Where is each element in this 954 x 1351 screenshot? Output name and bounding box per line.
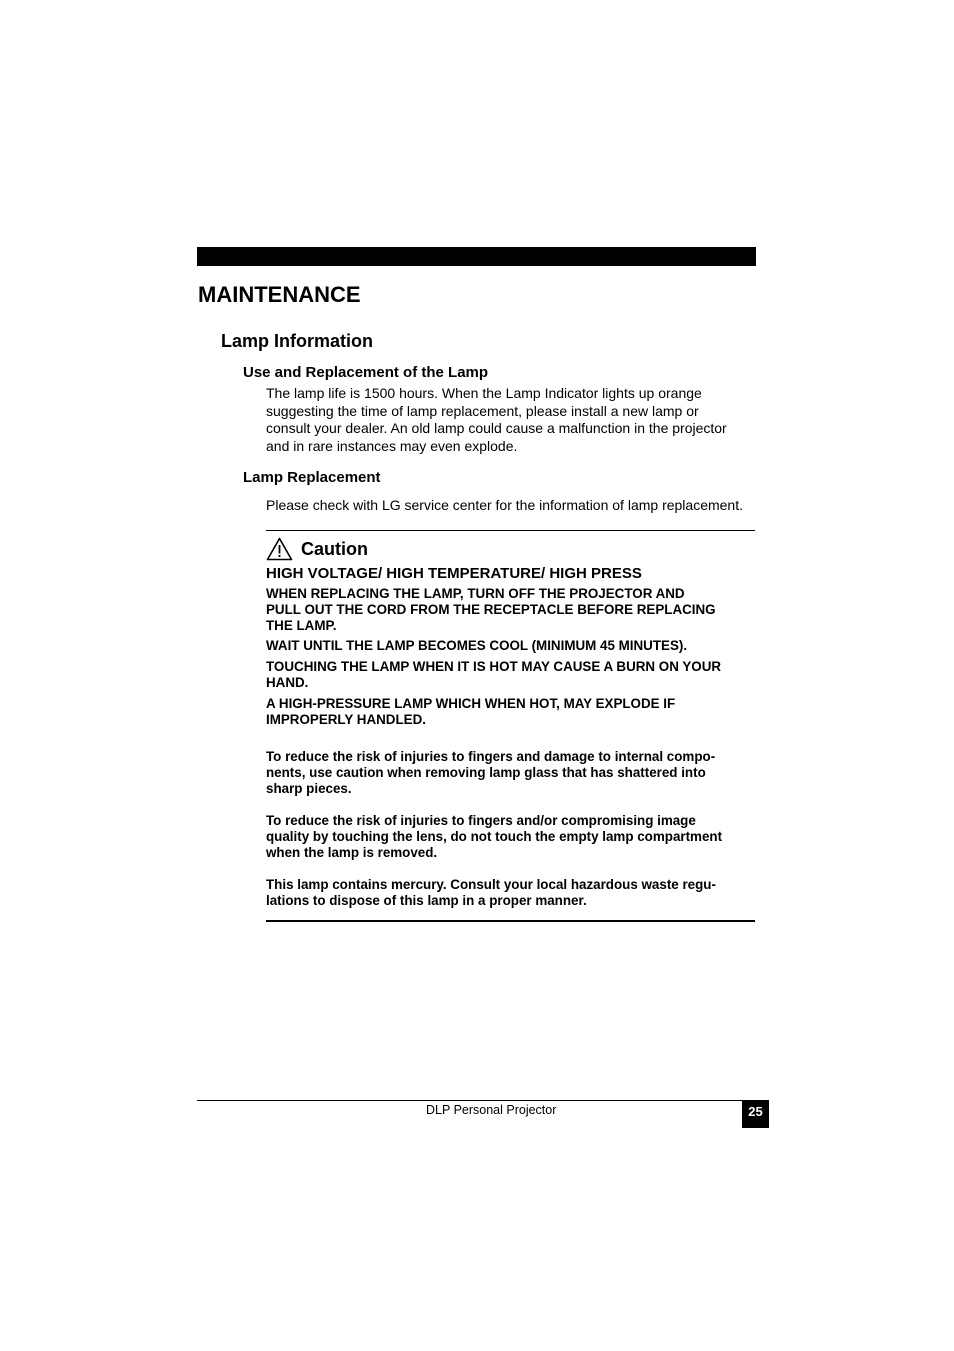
caution-warning [266,638,758,654]
warning-triangle-icon [266,537,293,561]
note-line: nents, use caution when removing lamp glass that has shattered into [266,765,706,781]
use-replacement-heading: Use and Replacement of the Lamp [243,364,489,381]
footer-title: DLP Personal Projector [426,1103,557,1117]
lamp-replacement-text: Please check with LG service center for the information of lamp replacement. [266,497,743,513]
header-bar [197,247,756,266]
sub-title: Lamp Information [221,331,373,351]
warning-line: WAIT UNTIL THE LAMP BECOMES COOL (MINIMUM 45 MINUTES). [266,638,688,653]
section-title: MAINTENANCE [198,282,361,307]
warning-line: HAND. [266,675,309,691]
caution-header [266,536,368,562]
caution-warning [266,586,758,635]
paragraph-line: and in rare instances may even explode. [266,438,518,455]
use-replacement-paragraph [266,385,727,456]
note-line: To reduce the risk of injuries to fingers and/or compromising image [266,813,696,828]
warning-line: A HIGH-PRESSURE LAMP WHICH WHEN HOT, MAY EXPLODE IF [266,696,676,711]
paragraph-line: suggesting the time of lamp replacement, please install a new lamp or [266,402,699,419]
caution-warning [266,696,758,728]
note-line: sharp pieces. [266,781,352,797]
warning-line: PULL OUT THE CORD FROM THE RECEPTACLE BEFORE REPLACING [266,602,716,618]
caution-note [266,877,758,909]
warning-line: WHEN REPLACING THE LAMP, TURN OFF THE PROJECTOR AND [266,586,685,601]
page-number: 25 [742,1101,769,1128]
warning-line: TOUCHING THE LAMP WHEN IT IS HOT MAY CAUSE A BURN ON YOUR [266,659,722,674]
note-line: quality by touching the lens, do not touch the empty lamp compartment [266,829,723,845]
note-line: lations to dispose of this lamp in a proper manner. [266,893,587,909]
caution-warning [266,659,758,691]
footer-rule [197,1100,769,1101]
warning-line: THE LAMP. [266,618,337,634]
warning-line: IMPROPERLY HANDLED. [266,712,426,728]
caution-label: Caution [301,539,368,559]
caution-note [266,813,758,862]
note-line: when the lamp is removed. [266,845,438,861]
caution-bottom-rule [266,920,755,922]
caution-note [266,749,758,798]
lamp-replacement-heading: Lamp Replacement [243,469,381,486]
caution-top-rule [266,530,755,531]
paragraph-line: consult your dealer. An old lamp could cause a malfunction in the projector [266,420,727,437]
note-line: This lamp contains mercury. Consult your local hazardous waste regu- [266,877,716,892]
caution-subheading: HIGH VOLTAGE/ HIGH TEMPERATURE/ HIGH PRESS [266,565,642,582]
note-line: To reduce the risk of injuries to fingers and damage to internal compo- [266,749,716,764]
paragraph-line: The lamp life is 1500 hours. When the Lamp Indicator lights up orange [266,385,702,401]
